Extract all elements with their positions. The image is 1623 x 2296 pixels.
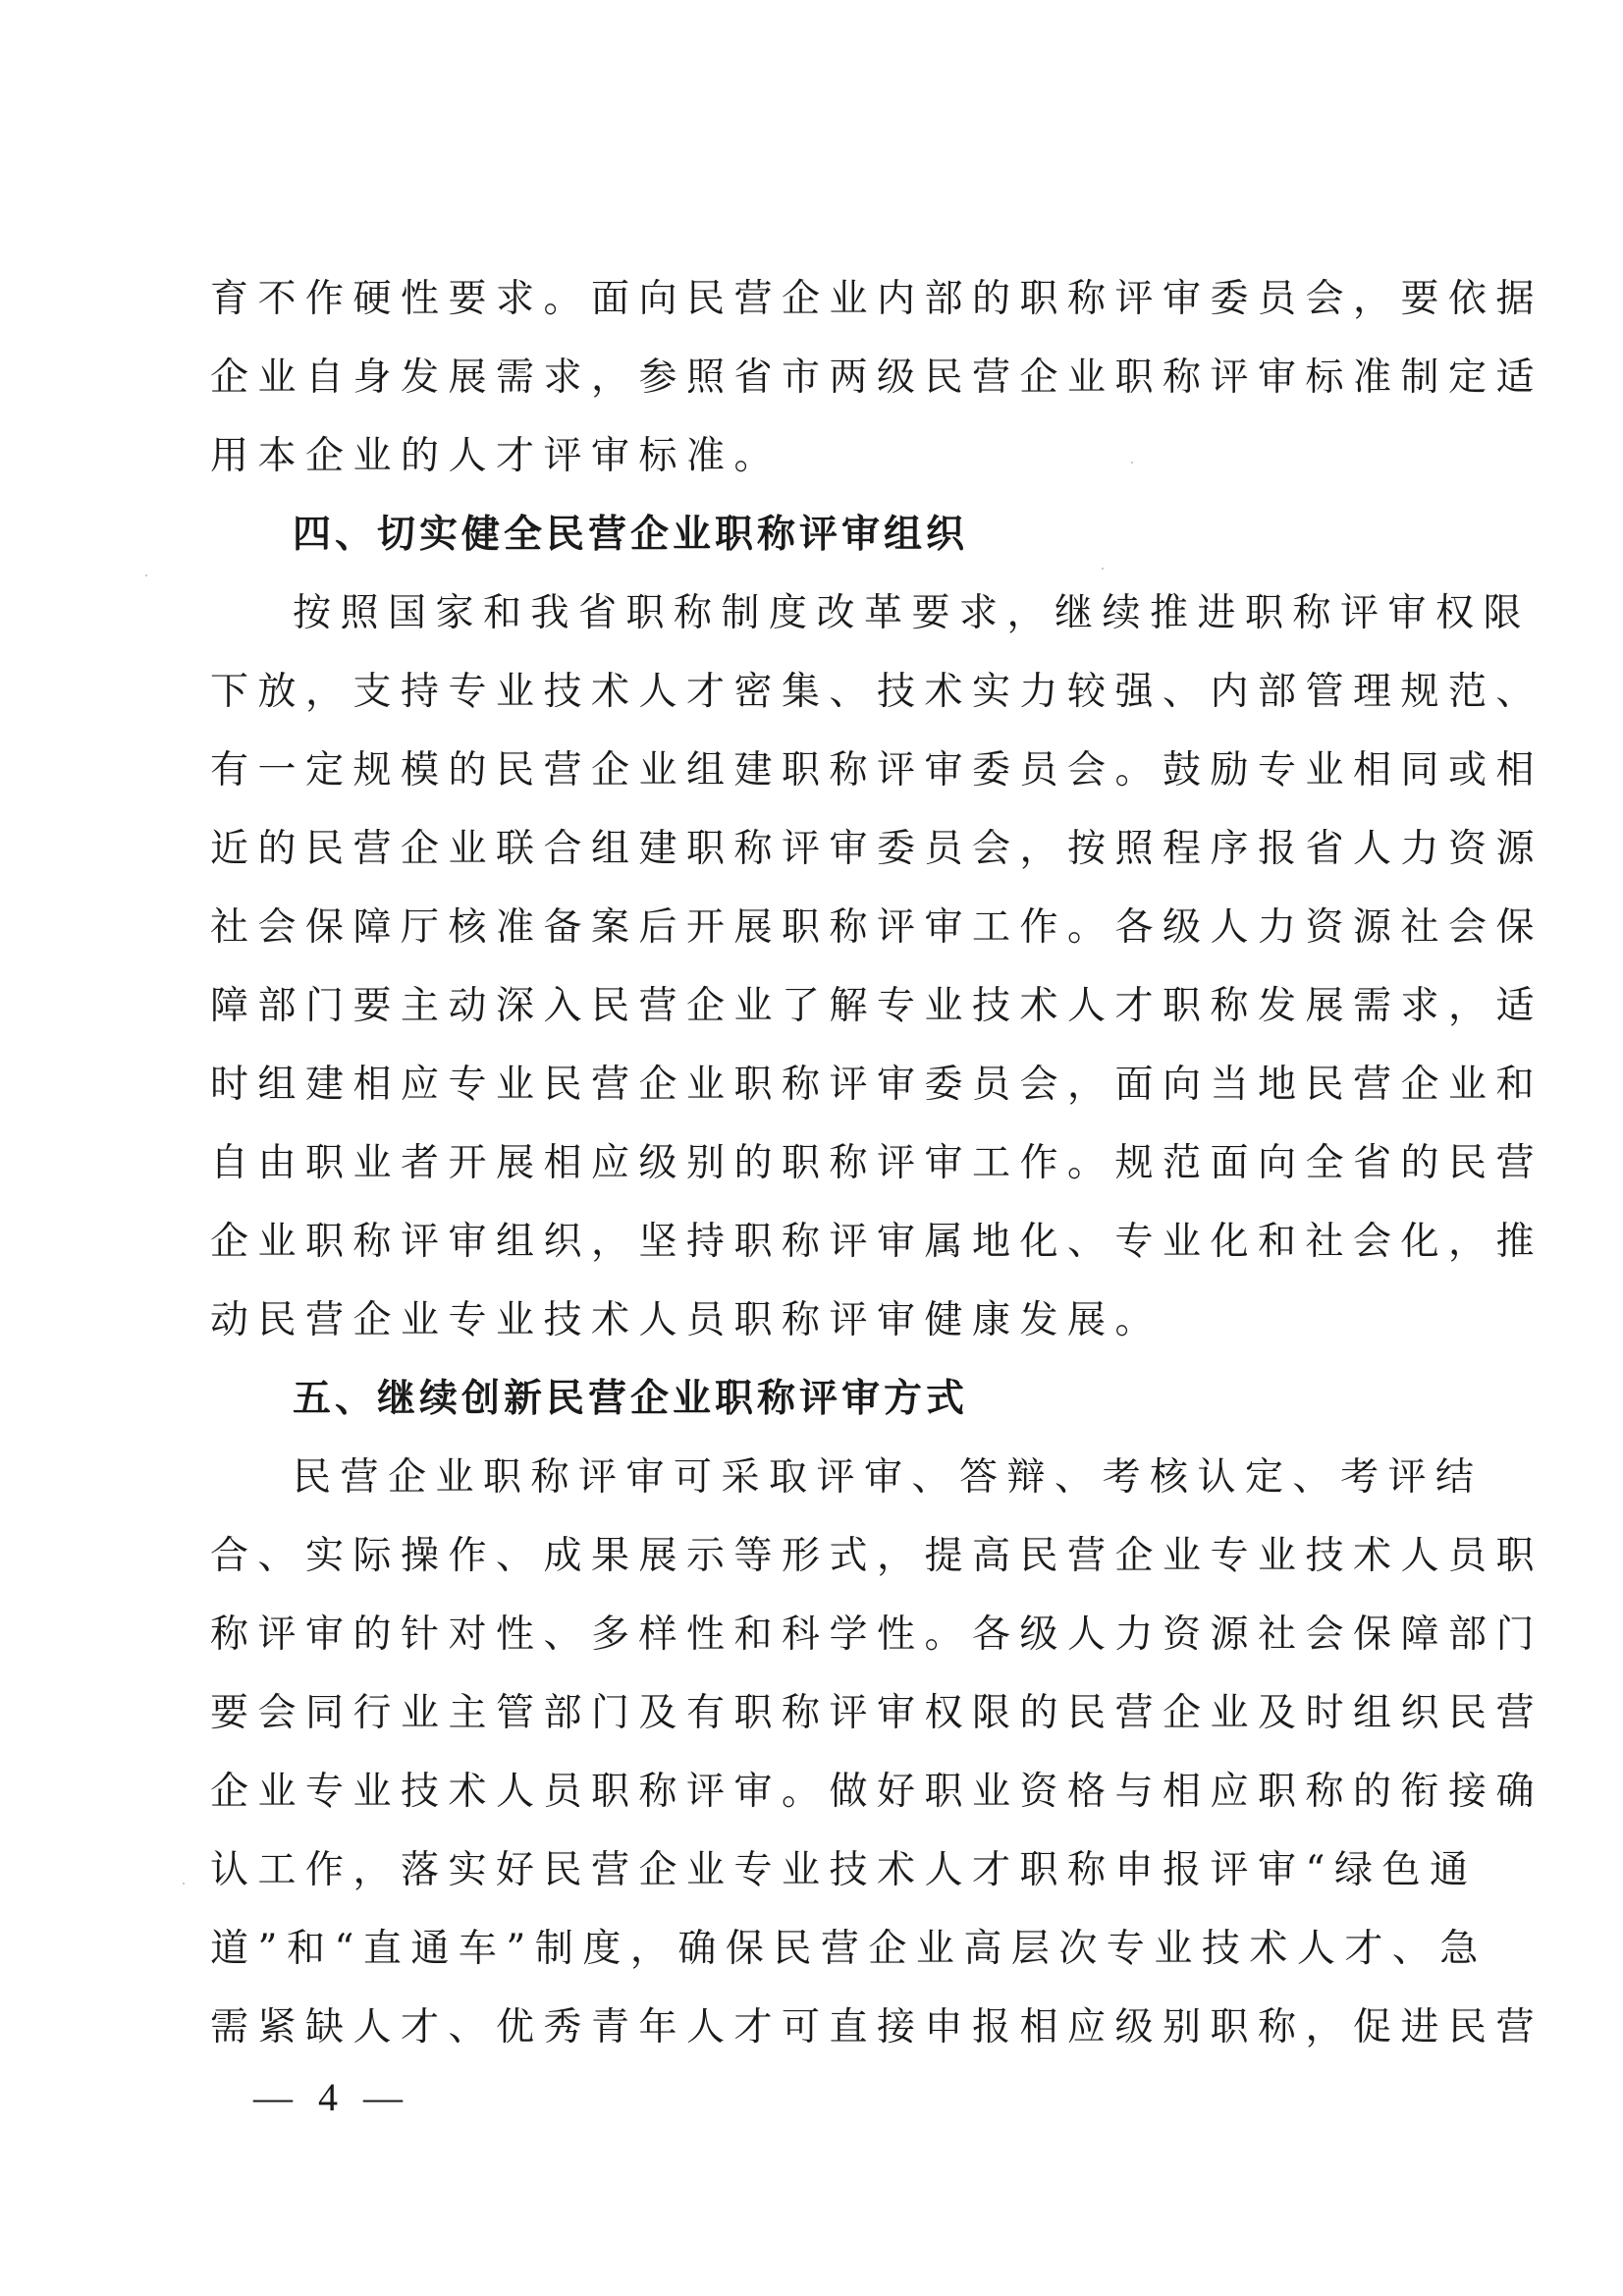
paragraph-line: 企业职称评审组织，坚持职称评审属地化、专业化和社会化，推 [210,1220,1544,1264]
paragraph-line: 称评审的针对性、多样性和科学性。各级人力资源社会保障部门 [210,1613,1544,1657]
paragraph-line: 合、实际操作、成果展示等形式，提高民营企业专业技术人员职 [210,1534,1544,1578]
section-heading: 五、继续创新民营企业职称评审方式 [293,1377,969,1421]
scan-speck [183,1883,185,1885]
document-body [210,260,1544,2067]
paragraph-line: 时组建相应专业民营企业职称评审委员会，面向当地民营企业和 [210,1063,1544,1107]
paragraph-line: 社会保障厅核准备案后开展职称评审工作。各级人力资源社会保 [210,905,1544,950]
paragraph-line: 近的民营企业联合组建职称评审委员会，按照程序报省人力资源 [210,827,1544,871]
paragraph-line: 企业专业技术人员职称评审。做好职业资格与相应职称的衔接确 [210,1770,1544,1814]
paragraph-line: 育不作硬性要求。面向民营企业内部的职称评审委员会，要依据 [210,277,1544,321]
paragraph-line: 用本企业的人才评审标准。 [210,434,783,478]
paragraph-line: 需紧缺人才、优秀青年人才可直接申报相应级别职称，促进民营 [210,2005,1544,2050]
paragraph-line: 要会同行业主管部门及有职称评审权限的民营企业及时组织民营 [210,1691,1544,1735]
paragraph-line: 认工作，落实好民营企业专业技术人才职称申报评审“绿色通 [210,1848,1478,1892]
paragraph-line: 企业自身发展需求，参照省市两级民营企业职称评审标准制定适 [210,355,1544,400]
paragraph-line: 有一定规模的民营企业组建职称评审委员会。鼓励专业相同或相 [210,748,1544,793]
paragraph-line: 民营企业职称评审可采取评审、答辩、考核认定、考评结 [293,1455,1484,1500]
section-heading: 四、切实健全民营企业职称评审组织 [293,513,969,557]
paragraph-line: 按照国家和我省职称制度改革要求，继续推进职称评审权限 [293,591,1532,635]
paragraph-line: 动民营企业专业技术人员职称评审健康发展。 [210,1298,1163,1342]
paragraph-line: 自由职业者开展相应级别的职称评审工作。规范面向全省的民营 [210,1141,1544,1185]
paragraph-line: 下放，支持专业技术人才密集、技术实力较强、内部管理规范、 [210,670,1544,714]
page-number: — 4 — [253,2075,410,2119]
paragraph-line: 障部门要主动深入民营企业了解专业技术人才职称发展需求，适 [210,984,1544,1028]
paragraph-line: 道”和“直通车”制度，确保民营企业高层次专业技术人才、急 [210,1927,1488,1971]
scan-speck [145,574,147,576]
